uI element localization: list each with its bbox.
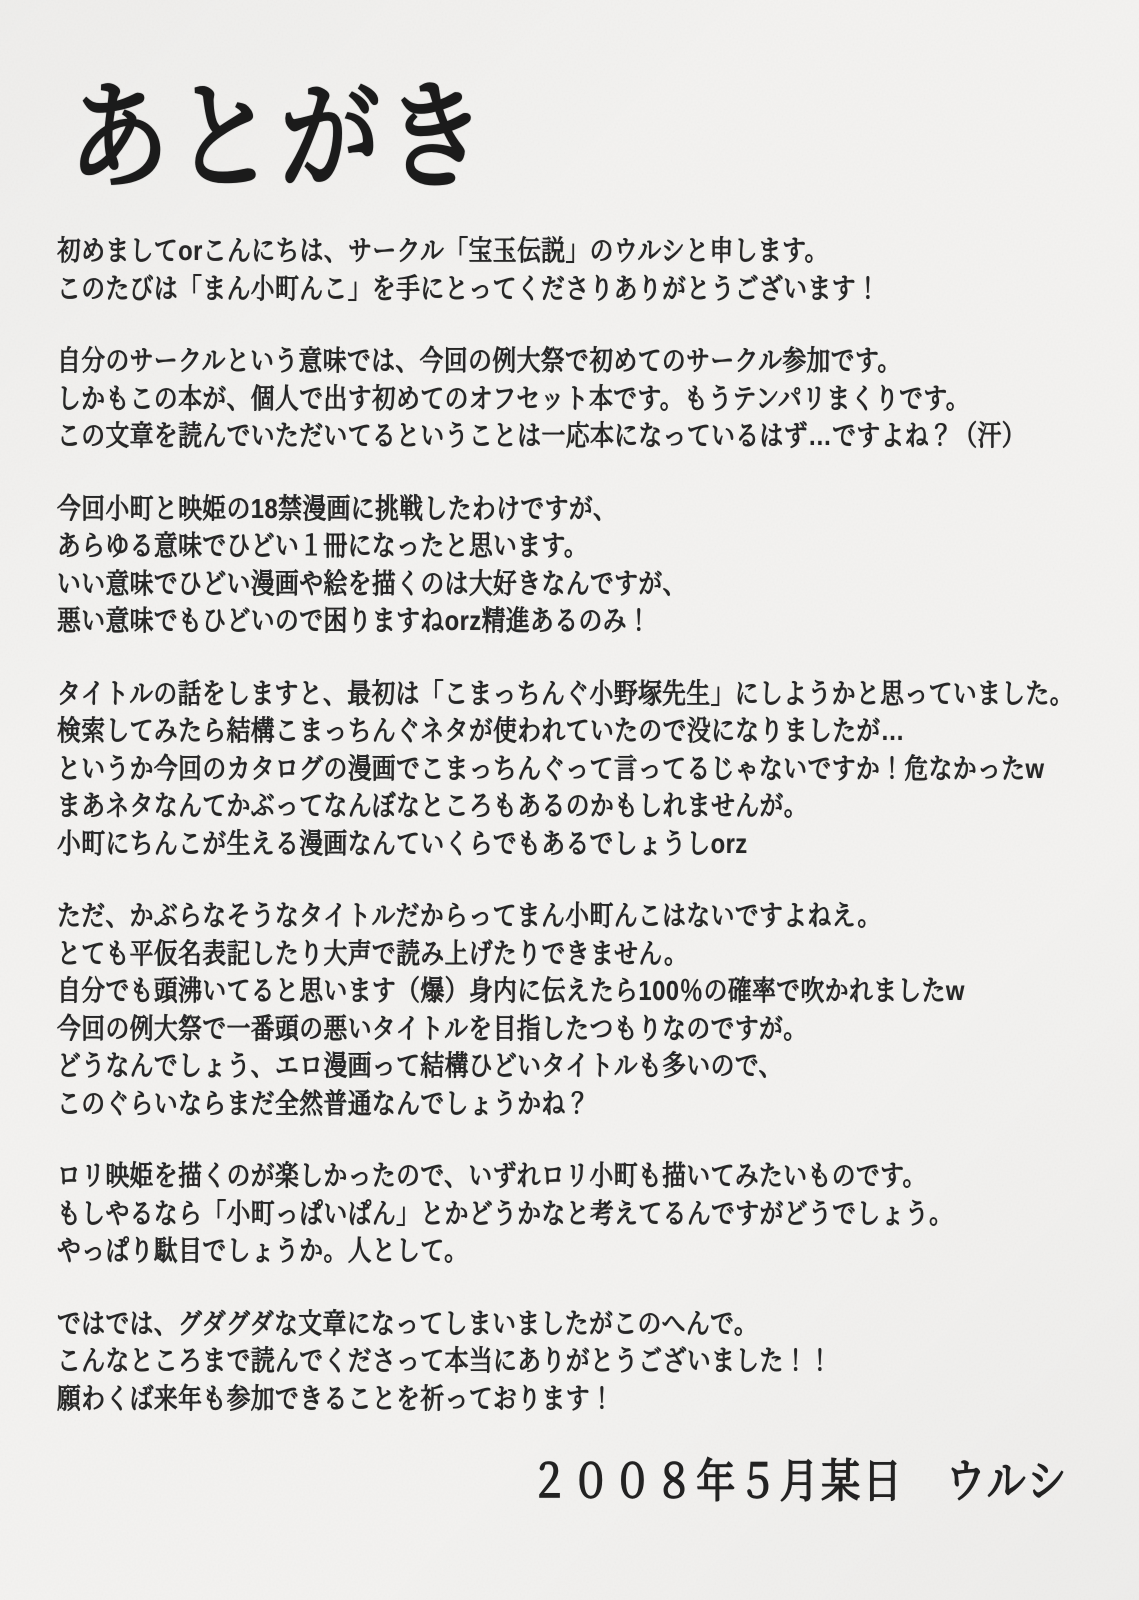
text-line: どうなんでしょう、エロ漫画って結構ひどいタイトルも多いので、: [57, 1050, 783, 1081]
text-line: まあネタなんてかぶってなんぼなところもあるのかもしれませんが。: [57, 790, 808, 821]
text-line: ではでは、グダグダな文章になってしまいましたがこのへんで。: [57, 1307, 759, 1339]
text-line: 初めましてorこんにちは、サークル「宝玉伝説」のウルシと申します。: [57, 235, 829, 266]
text-line: 悪い意味でもひどいので困りますねorz精進あるのみ！: [57, 605, 652, 636]
paragraph: [57, 1305, 1139, 1418]
signature-line: ２００８年５月某日 ウルシ: [529, 1455, 1069, 1507]
text-line: 今回小町と映姫の18禁漫画に挑戦したわけですが、: [57, 492, 618, 524]
text-line: ただ、かぶらなそうなタイトルだからってまん小町んこはないですよねえ。: [57, 900, 882, 931]
text-line: いい意味でひどい漫画や絵を描くのは大好きなんですが、: [57, 567, 687, 599]
afterword-body: [57, 232, 1139, 1417]
text-line: こんなところまで読んでくださって本当にありがとうございました！！: [57, 1345, 833, 1376]
paragraph: [57, 342, 1139, 455]
paragraph: [57, 1157, 1139, 1270]
text-line: 小町にちんこが生える漫画なんていくらでもあるでしょうしorz: [57, 827, 748, 859]
text-line: この文章を読んでいただいてるということは一応本になっているはず…ですよね？（汗）: [57, 420, 1027, 451]
paragraph: [57, 232, 1139, 307]
text-line: このぐらいならまだ全然普通なんでしょうかね？: [57, 1087, 590, 1119]
text-line: 今回の例大祭で一番頭の悪いタイトルを目指したつもりなのですが。: [57, 1012, 808, 1044]
text-line: タイトルの話をしますと、最初は「こまっちんぐ小野塚先生」にしようかと思っていました。: [57, 677, 1074, 709]
text-line: 願わくば来年も参加できることを祈っております！: [57, 1382, 615, 1414]
text-line: あらゆる意味でひどい１冊になったと思います。: [57, 530, 589, 561]
text-line: しかもこの本が、個人で出す初めてのオフセット本です。もうテンパリまくりです。: [57, 382, 970, 414]
text-line: 自分でも頭沸いてると思います（爆）身内に伝えたら100％の確率で吹かれましたw: [57, 975, 965, 1006]
text-line: もしやるなら「小町っぱいぱん」とかどうかなと考えてるんですがどうでしょう。: [57, 1197, 954, 1229]
paragraph: [57, 675, 1139, 863]
afterword-content: [57, 42, 1139, 1510]
paragraph: [57, 490, 1139, 640]
text-line: 検索してみたら結構こまっちんぐネタが使われていたので没になりましたが…: [57, 715, 905, 746]
text-line: ロリ映姫を描くのが楽しかったので、いずれロリ小町も描いてみたいものです。: [57, 1160, 927, 1191]
paragraph: [57, 897, 1139, 1122]
text-line: このたびは「まん小町んこ」を手にとってくださりありがとうございます！: [57, 272, 881, 304]
text-line: やっぱり駄目でしょうか。人として。: [57, 1235, 469, 1266]
text-line: 自分のサークルという意味では、今回の例大祭で初めてのサークル参加です。: [57, 345, 902, 376]
text-line: とても平仮名表記したり大声で読み上げたりできません。: [57, 937, 689, 969]
text-line: というか今回のカタログの漫画でこまっちんぐって言ってるじゃないですか！危なかったw: [57, 752, 1045, 784]
page-title: あとがき: [68, 72, 491, 204]
